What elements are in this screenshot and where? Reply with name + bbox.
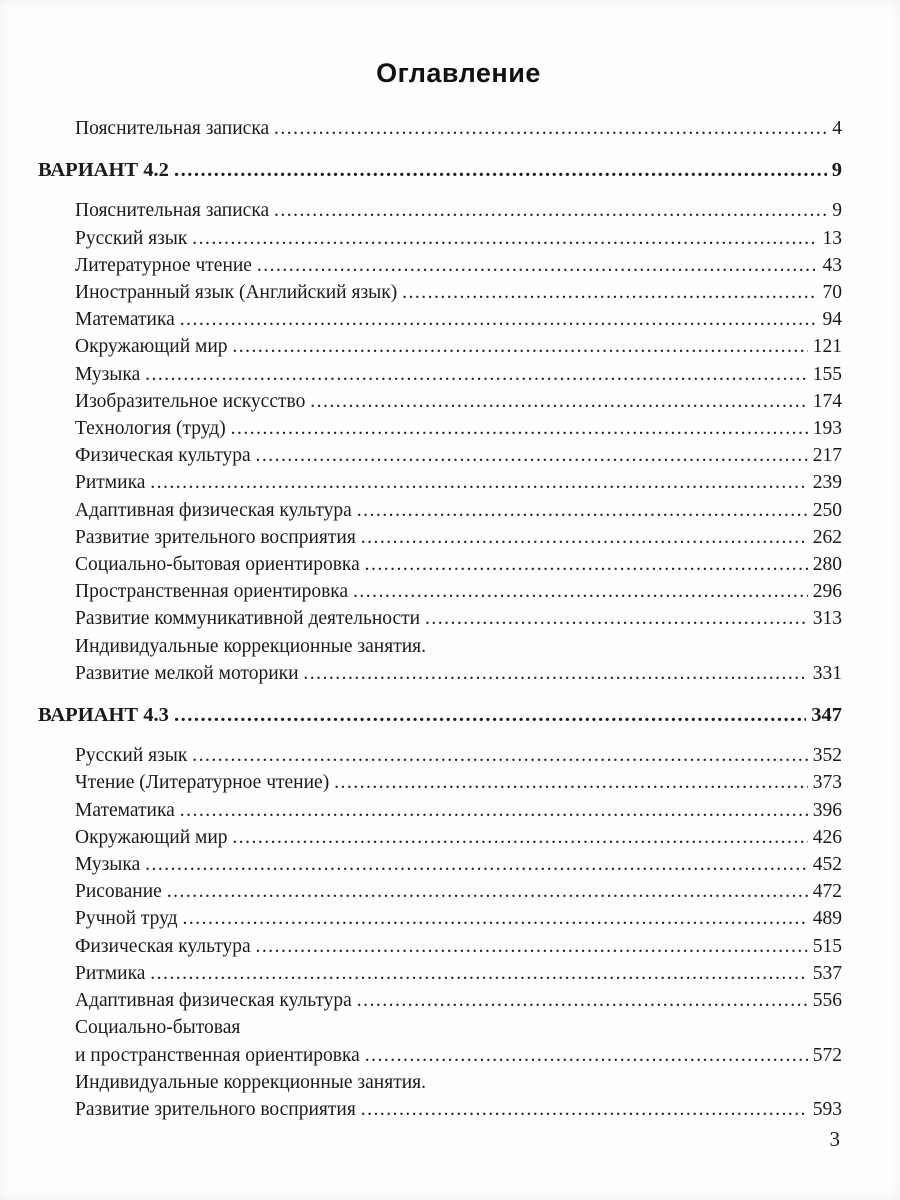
toc-entry: [75, 388, 842, 415]
dot-leader: [174, 702, 806, 729]
toc-entry: [75, 115, 842, 142]
section-heading-page: 347: [811, 704, 842, 727]
dot-leader: [192, 225, 817, 252]
dot-leader: [180, 306, 818, 333]
dot-leader: [402, 279, 817, 306]
toc-entry-label: Русский язык: [75, 227, 193, 249]
toc-entry-page: 556: [812, 990, 842, 1012]
dot-leader: [150, 960, 807, 987]
toc-entry: [75, 442, 842, 469]
toc-entry: [75, 551, 842, 578]
dot-leader: [274, 197, 827, 224]
toc-entry: [75, 851, 842, 878]
toc-entry: [75, 878, 842, 905]
toc-entry: [75, 960, 842, 987]
toc-entry-label: Ручной труд: [75, 908, 183, 930]
page-title: Оглавление: [376, 58, 541, 88]
dot-leader: [192, 742, 808, 769]
toc-entry: [75, 824, 842, 851]
toc-entry: [75, 660, 842, 687]
dot-leader: [334, 769, 808, 796]
toc-entry-page: 352: [812, 745, 842, 767]
toc-entry-label: Математика: [75, 309, 180, 331]
dot-leader: [150, 469, 807, 496]
toc-entry: [75, 1096, 842, 1123]
toc-entry: [75, 905, 842, 932]
dot-leader: [425, 605, 808, 632]
toc-entry: [75, 306, 842, 333]
toc-entry-label: Физическая культура: [75, 935, 256, 957]
toc-entry-label: Ритмика: [75, 472, 151, 494]
toc-entry: [75, 742, 842, 769]
dot-leader: [182, 905, 807, 932]
toc-entry-label: Адаптивная физическая культура: [75, 990, 357, 1012]
dot-leader: [357, 497, 808, 524]
dot-leader: [310, 388, 808, 415]
toc-entry-label: Адаптивная физическая культура: [75, 499, 357, 521]
toc-entry: [75, 197, 842, 224]
toc-entry-page: 193: [812, 418, 842, 440]
toc-entry: [75, 225, 842, 252]
toc-entry-label: Социально-бытовая: [75, 1017, 241, 1039]
dot-leader: [232, 824, 807, 851]
dot-leader: [361, 1096, 808, 1123]
toc-entry-page: 4: [832, 118, 842, 139]
toc-entry-page: 537: [812, 962, 842, 984]
toc-entry-label: Иностранный язык (Английский язык): [75, 282, 403, 304]
dot-leader: [167, 878, 808, 905]
dot-leader: [357, 987, 808, 1014]
toc-entry-page: 489: [812, 908, 842, 930]
toc-entry-page: 472: [812, 881, 842, 903]
toc-entry: [75, 769, 842, 796]
toc-entry: [75, 361, 842, 388]
toc-entry-page: 515: [812, 935, 842, 957]
section-heading-page: 9: [831, 159, 842, 182]
toc-entry-label: Математика: [75, 799, 180, 821]
toc-entry-label: Музыка: [75, 854, 146, 876]
toc-entry-page: 217: [812, 445, 842, 467]
toc-entry-label: Окружающий мир: [75, 336, 233, 358]
dot-leader: [257, 252, 818, 279]
toc-entry-line1: [75, 1014, 842, 1041]
toc-entry-page: 280: [812, 554, 842, 576]
toc-entry-label: Индивидуальные коррекционные занятия.: [75, 635, 426, 657]
section-heading: [38, 702, 842, 729]
dot-leader: [180, 797, 808, 824]
toc-entry: [75, 987, 842, 1014]
dot-leader: [232, 333, 807, 360]
toc-entry-label: Развитие зрительного восприятия: [75, 526, 361, 548]
toc-entry: [75, 933, 842, 960]
toc-entry-line1: [75, 1069, 842, 1096]
toc-entry-label: и пространственная ориентировка: [75, 1044, 365, 1066]
dot-leader: [231, 415, 808, 442]
toc-entry-page: 239: [812, 472, 842, 494]
toc-entry-page: 9: [832, 200, 842, 222]
toc-entry-page: 593: [812, 1098, 842, 1120]
dot-leader: [174, 157, 827, 184]
toc-entry-label: Пояснительная записка: [75, 118, 275, 139]
toc-entry-page: 396: [812, 799, 842, 821]
dot-leader: [365, 551, 808, 578]
toc-entry-label: Индивидуальные коррекционные занятия.: [75, 1071, 426, 1093]
toc-entry: [75, 797, 842, 824]
toc-entry: [75, 469, 842, 496]
section-heading: [38, 157, 842, 184]
toc-entry-label: Развитие коммуникативной деятельности: [75, 608, 425, 630]
toc-entry-label: Развитие мелкой моторики: [75, 662, 304, 684]
toc-entry-line1: [75, 633, 842, 660]
toc-entry-label: Технология (труд): [75, 418, 231, 440]
toc-entry-label: Ритмика: [75, 962, 151, 984]
toc-entry-page: 262: [812, 526, 842, 548]
toc-entry: [75, 497, 842, 524]
dot-leader: [274, 115, 827, 142]
toc-entry-label: Изобразительное искусство: [75, 390, 311, 412]
dot-leader: [365, 1042, 808, 1069]
toc-entry: [75, 333, 842, 360]
dot-leader: [145, 361, 808, 388]
dot-leader: [353, 578, 808, 605]
toc-entry: [75, 578, 842, 605]
toc-entry-page: 13: [822, 227, 842, 249]
section-heading-label: ВАРИАНТ 4.3: [38, 704, 174, 727]
toc-entry-page: 313: [812, 608, 842, 630]
dot-leader: [256, 933, 808, 960]
toc-entry: [75, 279, 842, 306]
toc-entry-page: 70: [822, 282, 842, 304]
toc-entry-page: 155: [812, 363, 842, 385]
toc-entry-page: 94: [822, 309, 842, 331]
dot-leader: [303, 660, 807, 687]
toc-entry-label: Рисование: [75, 881, 167, 903]
toc-entry-label: Социально-бытовая ориентировка: [75, 554, 365, 576]
toc-entry-page: 572: [812, 1044, 842, 1066]
dot-leader: [256, 442, 808, 469]
toc-entry: [75, 252, 842, 279]
dot-leader: [145, 851, 808, 878]
toc-entry-label: Чтение (Литературное чтение): [75, 772, 335, 794]
toc-entry: [75, 524, 842, 551]
toc-entry-page: 121: [812, 336, 842, 358]
toc-entry-page: 43: [822, 254, 842, 276]
toc-entry: [75, 605, 842, 632]
toc-content: [38, 58, 842, 1123]
toc-entry-page: 331: [812, 662, 842, 684]
toc-entry-page: 426: [812, 826, 842, 848]
toc-entry-page: 174: [812, 390, 842, 412]
dot-leader: [361, 524, 808, 551]
toc-entry: [75, 415, 842, 442]
toc-entry-label: Физическая культура: [75, 445, 256, 467]
toc-entry-label: Пояснительная записка: [75, 200, 275, 222]
toc-entry-page: 373: [812, 772, 842, 794]
toc-entry-label: Литературное чтение: [75, 254, 257, 276]
toc-entry-label: Окружающий мир: [75, 826, 233, 848]
toc-entry-label: Русский язык: [75, 745, 193, 767]
toc-entry-page: 296: [812, 581, 842, 603]
toc-entry-page: 452: [812, 854, 842, 876]
section-heading-label: ВАРИАНТ 4.2: [38, 159, 174, 182]
toc-entry: [75, 1042, 842, 1069]
toc-entry-page: 250: [812, 499, 842, 521]
toc: [38, 115, 842, 1123]
toc-entry-label: Музыка: [75, 363, 146, 385]
toc-entry-label: Развитие зрительного восприятия: [75, 1098, 361, 1120]
folio-page-number: 3: [829, 1127, 840, 1151]
toc-entry-label: Пространственная ориентировка: [75, 581, 354, 603]
